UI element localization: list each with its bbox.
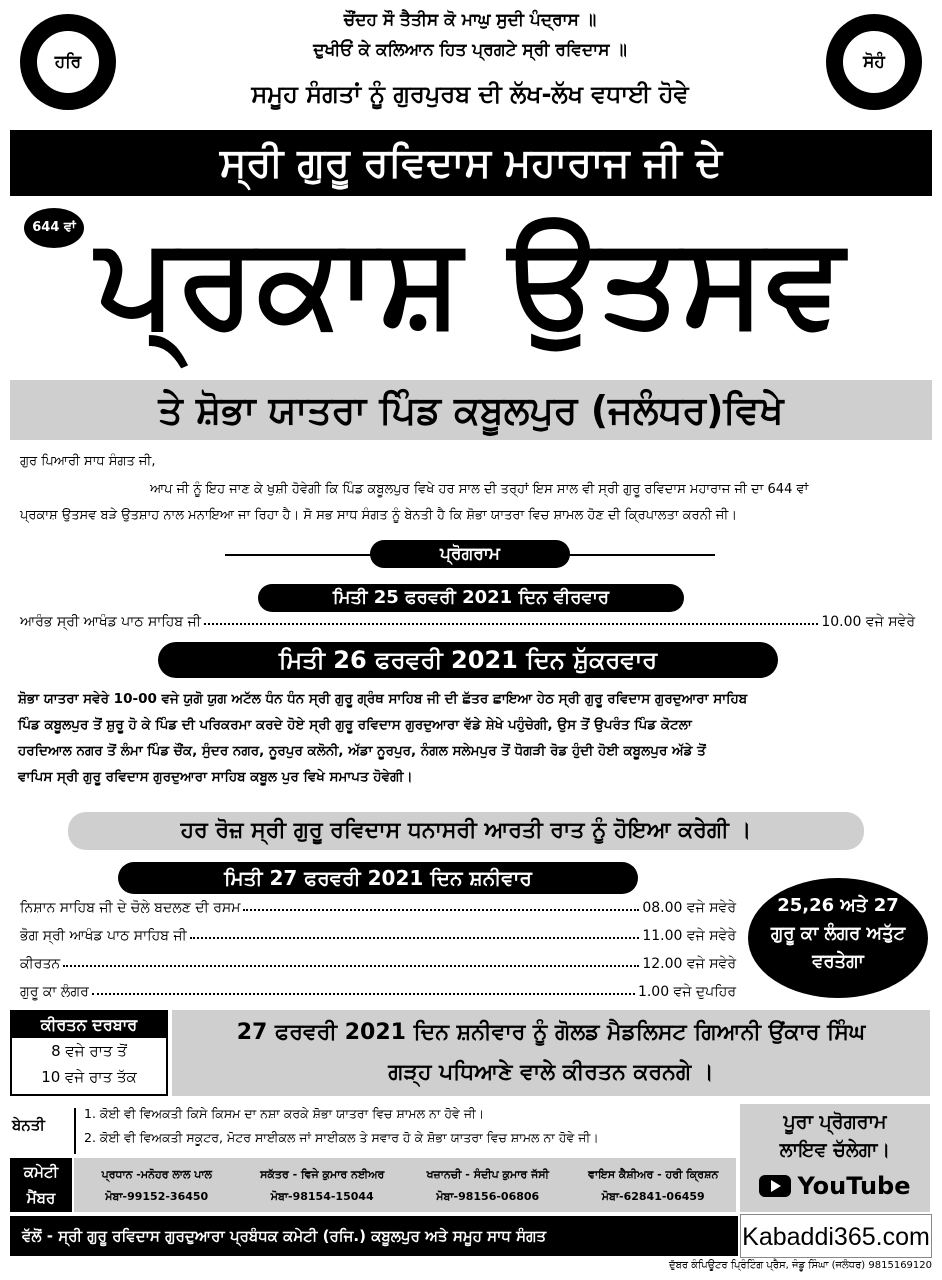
- member-role: ਪ੍ਰਧਾਨ -ਮਨੋਹਰ ਲਾਲ ਪਾਲ: [101, 1168, 212, 1181]
- youtube-logo: [740, 1172, 930, 1200]
- live-line-2: ਲਾਇਵ ਚੱਲੇਗਾ।: [779, 1139, 891, 1161]
- day3-item-time: 12.00 ਵਜੇ ਸਵੇਰੇ: [642, 956, 736, 972]
- request-item-2: 2. ਕੋਈ ਵੀ ਵਿਅਕਤੀ ਸਕੂਟਰ, ਮੋਟਰ ਸਾਈਕਲ ਜਾਂ ਸਾਈਕਲ ਤੇ ਸਵਾਰ ਹੋ ਕੇ ਸ਼ੋਭਾ ਯਾਤਰਾ ਵਿਚ ਸ਼ਾਮਲ ਨਾ ਹੋਵੇ ਜੀ।: [84, 1130, 599, 1145]
- day3-row: [20, 956, 736, 972]
- logo-left-text: ਹਰਿ: [34, 28, 102, 96]
- intro-greeting: ਗੁਰ ਪਿਆਰੀ ਸਾਧ ਸੰਗਤ ਜੀ,: [20, 454, 156, 469]
- daily-aarti-notice: ਹਰ ਰੋਜ਼ ਸ੍ਰੀ ਗੁਰੂ ਰਵਿਦਾਸ ਧਨਾਸਰੀ ਆਰਤੀ ਰਾਤ ਨੂੰ ਹੋਇਆ ਕਰੇਗੀ ।: [68, 812, 864, 850]
- committee-label: [10, 1158, 72, 1212]
- langar-badge: [748, 878, 928, 998]
- kirtan-desc-line-2: ਗੜ੍ਹ ਪਧਿਆਣੇ ਵਾਲੇ ਕੀਰਤਨ ਕਰਨਗੇ ।: [388, 1060, 714, 1085]
- day3-row: [20, 928, 736, 944]
- youtube-text: YouTube: [797, 1172, 911, 1200]
- title-bar: ਸ੍ਰੀ ਗੁਰੂ ਰਵਿਦਾਸ ਮਹਾਰਾਜ ਜੀ ਦੇ: [10, 130, 932, 196]
- dots-leader: [92, 984, 635, 995]
- member-president: [74, 1158, 240, 1212]
- subtitle-bar: ਤੇ ਸ਼ੋਭਾ ਯਾਤਰਾ ਪਿੰਡ ਕਬੂਲਪੁਰ (ਜਲੰਧਰ)ਵਿਖੇ: [10, 380, 932, 440]
- langar-text: ਗੁਰੂ ਕਾ ਲੰਗਰ ਅਤੁੱਟ: [770, 923, 906, 944]
- kirtan-from: 8 ਵਜੇ ਰਾਤ ਤੋਂ: [51, 1042, 127, 1060]
- sohang-logo: [826, 14, 922, 110]
- day1-date: ਮਿਤੀ 25 ਫਰਵਰੀ 2021 ਦਿਨ ਵੀਰਵਾਰ: [258, 584, 684, 612]
- har-logo: [20, 14, 116, 110]
- member-phone: ਮੋਬਾ-98154-15044: [270, 1190, 374, 1203]
- couplet-line-1: ਚੌਂਦਹ ਸੌ ਤੈਤੀਸ ਕੋ ਮਾਘੁ ਸੁਦੀ ਪੰਦ੍ਰਾਸ ॥: [343, 10, 597, 30]
- intro-line-1: ਆਪ ਜੀ ਨੂੰ ਇਹ ਜਾਣ ਕੇ ਖੁਸ਼ੀ ਹੋਵੇਗੀ ਕਿ ਪਿੰਡ ਕਬੂਲਪੁਰ ਵਿਖੇ ਹਰ ਸਾਲ ਦੀ ਤਰ੍ਹਾਂ ਇਸ ਸਾਲ ਵੀ ਸ੍ਰੀ ਗੁਰੂ ਰਵਿਦਾਸ ਮਹਾਰਾਜ ਜੀ ਦਾ 644 ਵਾਂ: [150, 482, 809, 497]
- dots-leader: [243, 900, 639, 911]
- member-phone: ਮੋਬਾ-98156-06806: [436, 1190, 540, 1203]
- member-phone: ਮੋਬਾ-99152-36450: [105, 1190, 209, 1203]
- intro-line-2: ਪ੍ਰਕਾਸ਼ ਉਤਸਵ ਬੜੇ ਉਤਸ਼ਾਹ ਨਾਲ ਮਨਾਇਆ ਜਾ ਰਿਹਾ ਹੈ। ਸੋ ਸਭ ਸਾਧ ਸੰਗਤ ਨੂੰ ਬੇਨਤੀ ਹੈ ਕਿ ਸ਼ੋਭਾ ਯਾਤਰਾ ਵਿਚ ਸ਼ਾਮਲ ਹੋਣ ਦੀ ਕ੍ਰਿਪਾਲਤਾ ਕਰਨੀ ਜੀ।: [20, 508, 738, 523]
- ornament-left: [225, 554, 375, 556]
- langar-days: 25,26 ਅਤੇ 27: [777, 895, 899, 916]
- request-divider: [74, 1108, 76, 1154]
- play-icon: [759, 1175, 791, 1197]
- member-treasurer: [405, 1158, 571, 1212]
- dots-leader: [190, 928, 640, 939]
- day1-time: 10.00 ਵਜੇ ਸਵੇਰੇ: [821, 614, 915, 630]
- member-secretary: [240, 1158, 406, 1212]
- day3-item-time: 1.00 ਵਜੇ ਦੁਪਹਿਰ: [637, 984, 736, 1000]
- langar-served: ਵਰਤੇਗਾ: [812, 951, 864, 972]
- request-item-1: 1. ਕੋਈ ਵੀ ਵਿਅਕਤੀ ਕਿਸੇ ਕਿਸਮ ਦਾ ਨਸ਼ਾ ਕਰਕੇ ਸ਼ੋਭਾ ਯਾਤਰਾ ਵਿਚ ਸ਼ਾਮਲ ਨਾ ਹੋਵੇ ਜੀ।: [84, 1106, 485, 1121]
- committee-label-2: ਮੈਂਬਰ: [26, 1189, 56, 1207]
- day3-row: [20, 984, 736, 1000]
- day3-item-label: ਕੀਰਤਨ: [20, 956, 61, 972]
- main-title: ਪ੍ਰਕਾਸ਼ ਉਤਸਵ: [96, 210, 846, 354]
- dots-leader: [204, 614, 818, 625]
- day3-row: [20, 900, 736, 916]
- footer-bar: ਵੱਲੋਂ - ਸ੍ਰੀ ਗੁਰੂ ਰਵਿਦਾਸ ਗੁਰਦੁਆਰਾ ਪ੍ਰਬੰਧਕ ਕਮੇਟੀ (ਰਜਿ.) ਕਬੂਲਪੁਰ ਅਤੇ ਸਮੂਹ ਸਾਧ ਸੰਗਤ: [10, 1216, 738, 1256]
- day1-row: [20, 614, 915, 630]
- logo-right-text: ਸੋਹੰ: [840, 28, 908, 96]
- day2-description: [18, 686, 930, 790]
- watermark: Kabaddi365.com: [740, 1214, 932, 1258]
- kirtan-box: [10, 1010, 168, 1096]
- printer-credit: ਦੁੱਬਰ ਕੰਪਿਊਟਰ ਪ੍ਰਿੰਟਿੰਗ ਪ੍ਰੈਸ, ਜੰਡੂ ਸਿੰਘਾ (ਜਲੰਧਰ) 9815169120: [668, 1260, 932, 1271]
- ornament-right: [565, 554, 715, 556]
- kirtan-title: ਕੀਰਤਨ ਦਰਬਾਰ: [12, 1012, 166, 1038]
- day3-item-time: 11.00 ਵਜੇ ਸਵੇਰੇ: [642, 928, 736, 944]
- anniversary-badge: 644 ਵਾਂ: [24, 208, 84, 248]
- committee-label-1: ਕਮੇਟੀ: [23, 1163, 59, 1181]
- member-phone: ਮੋਬਾ-62841-06459: [601, 1190, 705, 1203]
- day2-line-3: ਹਰਦਿਆਲ ਨਗਰ ਤੋਂ ਲੰਮਾ ਪਿੰਡ ਚੌਂਕ, ਸੁੰਦਰ ਨਗਰ, ਨੂਰਪੁਰ ਕਲੋਨੀ, ਅੱਡਾ ਨੂਰਪੁਰ, ਨੰਗਲ ਸਲੇਮਪੁਰ ਤੋਂ ਧੋਗੜੀ ਰੋਡ ਹੁੰਦੀ ਹੋਈ ਕਬੂਲਪੁਰ ਅੱਡੇ ਤੋਂ: [18, 743, 706, 759]
- request-label: ਬੇਨਤੀ: [12, 1116, 45, 1134]
- member-role: ਸਕੱਤਰ - ਵਿਜੇ ਕੁਮਾਰ ਨਈਅਰ: [260, 1168, 385, 1181]
- couplet-line-2: ਦੁਖੀਓਂ ਕੇ ਕਲਿਆਨ ਹਿਤ ਪ੍ਰਗਟੇ ਸ੍ਰੀ ਰਵਿਦਾਸ ॥: [313, 40, 627, 60]
- program-label: ਪ੍ਰੋਗਰਾਮ: [370, 540, 570, 568]
- day1-item: ਆਰੰਭ ਸ੍ਰੀ ਆਖੰਡ ਪਾਠ ਸਾਹਿਬ ਜੀ: [20, 614, 201, 630]
- live-box: [740, 1104, 930, 1212]
- day2-line-2: ਪਿੰਡ ਕਬੂਲਪੁਰ ਤੋਂ ਸ਼ੁਰੂ ਹੋ ਕੇ ਪਿੰਡ ਦੀ ਪਰਿਕਰਮਾ ਕਰਦੇ ਹੋਏ ਸ੍ਰੀ ਗੁਰੂ ਰਵਿਦਾਸ ਗੁਰਦੁਆਰਾ ਵੱਡੇ ਸ਼ੇਖੇ ਪਹੁੰਚੇਗੀ, ਉਸ ਤੋਂ ਉਪਰੰਤ ਪਿੰਡ ਕੋਟਲਾ: [18, 717, 692, 733]
- member-role: ਖਜ਼ਾਨਚੀ - ਸੰਦੀਪ ਕੁਮਾਰ ਜੱਸੀ: [426, 1168, 549, 1181]
- day2-line-1: ਸ਼ੋਭਾ ਯਾਤਰਾ ਸਵੇਰੇ 10-00 ਵਜੇ ਯੁਗੋ ਯੁਗ ਅਟੱਲ ਧੰਨ ਧੰਨ ਸ੍ਰੀ ਗੁਰੂ ਗ੍ਰੰਥ ਸਾਹਿਬ ਜੀ ਦੀ ਛੱਤਰ ਛਾਇਆ ਹੇਠ ਸ੍ਰੀ ਗੁਰੂ ਰਵਿਦਾਸ ਗੁਰਦੁਆਰਾ ਸਾਹਿਬ: [18, 691, 748, 707]
- member-role: ਵਾਇਸ ਕੈਸ਼ੀਅਰ - ਹਰੀ ਕ੍ਰਿਸ਼ਨ: [588, 1168, 719, 1181]
- day3-date: ਮਿਤੀ 27 ਫਰਵਰੀ 2021 ਦਿਨ ਸ਼ਨੀਵਾਰ: [118, 862, 638, 894]
- kirtan-description: [172, 1010, 930, 1096]
- member-vice-cashier: [571, 1158, 737, 1212]
- kirtan-to: 10 ਵਜੇ ਰਾਤ ਤੱਕ: [41, 1068, 137, 1086]
- day3-item-label: ਗੁਰੂ ਕਾ ਲੰਗਰ: [20, 984, 89, 1000]
- kirtan-desc-line-1: 27 ਫਰਵਰੀ 2021 ਦਿਨ ਸ਼ਨੀਵਾਰ ਨੂੰ ਗੋਲਡ ਮੈਡਲਿਸਟ ਗਿਆਨੀ ਉਂਕਾਰ ਸਿੰਘ: [236, 1020, 866, 1045]
- committee-members: [74, 1158, 736, 1212]
- day3-item-label: ਭੋਗ ਸ੍ਰੀ ਆਖੰਡ ਪਾਠ ਸਾਹਿਬ ਜੀ: [20, 928, 187, 944]
- day3-item-label: ਨਿਸ਼ਾਨ ਸਾਹਿਬ ਜੀ ਦੇ ਚੋਲੇ ਬਦਲਣ ਦੀ ਰਸਮ: [20, 900, 241, 916]
- day2-line-4: ਵਾਪਿਸ ਸ੍ਰੀ ਗੁਰੂ ਰਵਿਦਾਸ ਗੁਰਦੁਆਰਾ ਸਾਹਿਬ ਕਬੂਲ ਪੁਰ ਵਿਖੇ ਸਮਾਪਤ ਹੋਵੇਗੀ।: [18, 769, 413, 785]
- day2-date: ਮਿਤੀ 26 ਫਰਵਰੀ 2021 ਦਿਨ ਸ਼ੁੱਕਰਵਾਰ: [158, 642, 778, 678]
- greeting-line: ਸਮੂਹ ਸੰਗਤਾਂ ਨੂੰ ਗੁਰਪੁਰਬ ਦੀ ਲੱਖ-ਲੱਖ ਵਧਾਈ ਹੋਵੇ: [251, 80, 689, 108]
- day3-item-time: 08.00 ਵਜੇ ਸਵੇਰੇ: [642, 900, 736, 916]
- dots-leader: [63, 956, 639, 967]
- live-line-1: ਪੂਰਾ ਪ੍ਰੋਗਰਾਮ: [783, 1111, 887, 1133]
